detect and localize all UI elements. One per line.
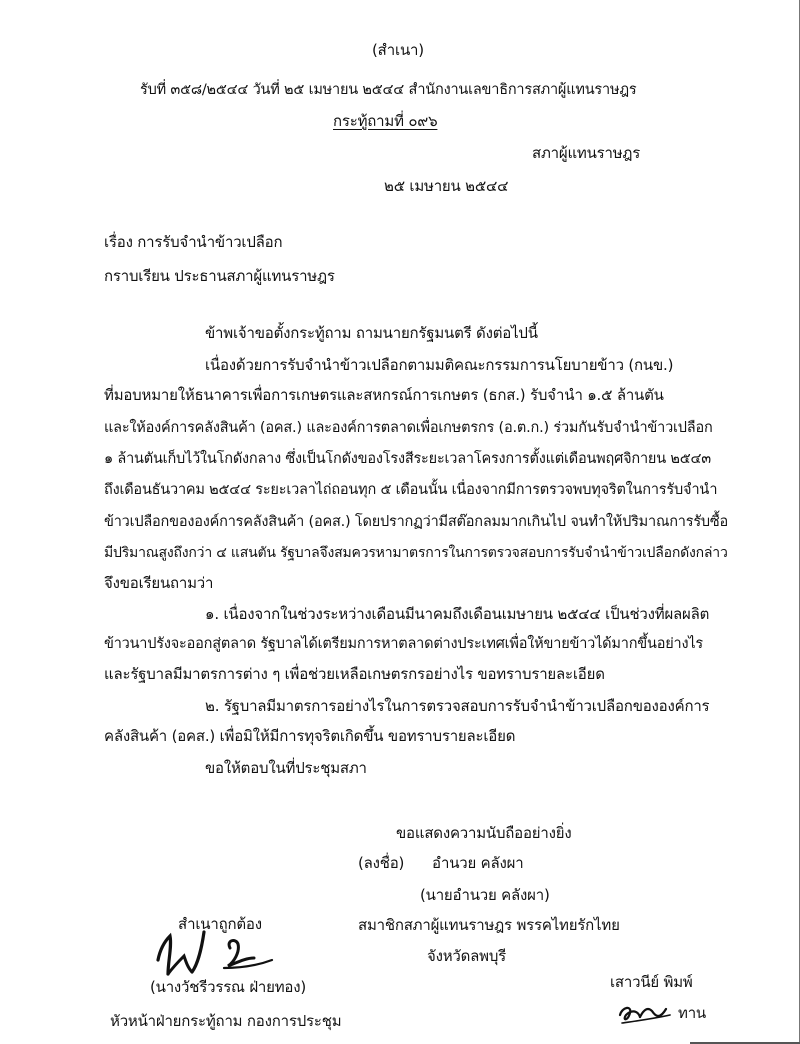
member-province: จังหวัดลพบุรี xyxy=(427,947,507,965)
copy-label: (สำเนา) xyxy=(372,41,424,59)
certifier-signature xyxy=(150,922,290,982)
body-line: และให้องค์การคลังสินค้า (อคส.) และองค์การตลาดเพื่อเกษตรกร (อ.ต.ก.) ร่วมกันรับจำนำข้าวเปลือก xyxy=(104,420,713,436)
body-line: ข้าพเจ้าขอตั้งกระทู้ถาม ถามนายกรัฐมนตรี ดังต่อไปนี้ xyxy=(205,324,538,342)
checker-label: ทาน xyxy=(678,1004,706,1022)
answer-request: ขอให้ตอบในที่ประชุมสภา xyxy=(205,759,367,777)
signed-label: (ลงชื่อ) xyxy=(358,854,405,872)
question-number: กระทู้ถามที่ ๐๙๖ xyxy=(333,112,438,130)
receipt-line: รับที่ ๓๕๘/๒๕๔๔ วันที่ ๒๕ เมษายน ๒๕๔๔ สำนักงานเลขาธิการสภาผู้แทนราษฎร xyxy=(140,82,637,98)
body-line: ข้าวนาปรังจะออกสู่ตลาด รัฐบาลได้เตรียมการหาตลาดต่างประเทศเพื่อให้ขายข้าวได้มากขึ้นอย่างไร xyxy=(104,636,704,652)
subject-line: เรื่อง การรับจำนำข้าวเปลือก xyxy=(104,233,283,251)
addressee-line: กราบเรียน ประธานสภาผู้แทนราษฎร xyxy=(104,267,335,285)
printed-name: (นายอำนวย คลังผา) xyxy=(420,886,550,904)
question-item-2: ๒. รัฐบาลมีมาตรการอย่างไรในการตรวจสอบการรับจำนำข้าวเปลือกขององค์การ xyxy=(205,697,710,715)
member-position: สมาชิกสภาผู้แทนราษฎร พรรคไทยรักไทย xyxy=(358,916,620,934)
body-line: คลังสินค้า (อคส.) เพื่อมิให้มีการทุจริตเกิดขึ้น ขอทราบรายละเอียด xyxy=(104,727,516,745)
typist-name: เสาวนีย์ พิมพ์ xyxy=(610,973,693,991)
body-line: จึงขอเรียนถามว่า xyxy=(104,574,214,592)
body-line: และรัฐบาลมีมาตรการต่าง ๆ เพื่อช่วยเหลือเกษตรกรอย่างไร ขอทราบรายละเอียด xyxy=(104,665,605,683)
body-line: ที่มอบหมายให้ธนาคารเพื่อการเกษตรและสหกรณ์การเกษตร (ธกส.) รับจำนำ ๑.๕ ล้านตัน xyxy=(104,386,664,404)
body-line: มีปริมาณสูงถึงกว่า ๔ แสนตัน รัฐบาลจึงสมควรหามาตรการในการตรวจสอบการรับจำนำข้าวเปลือกดังกล่าว xyxy=(104,545,728,561)
certified-copy-label: สำเนาถูกต้อง xyxy=(178,915,262,933)
body-line: ถึงเดือนธันวาคม ๒๕๔๔ ระยะเวลาไถ่ถอนทุก ๕ เดือนนั้น เนื่องจากมีการตรวจพบทุจริตในการรับจำนำ xyxy=(104,482,718,498)
certifier-position: หัวหน้าฝ่ายกระทู้ถาม กองการประชุม xyxy=(110,1012,342,1030)
body-line: เนื่องด้วยการรับจำนำข้าวเปลือกตามมติคณะกรรมการนโยบายข้าว (กนข.) xyxy=(205,356,674,374)
document-date: ๒๕ เมษายน ๒๕๔๔ xyxy=(384,177,509,195)
body-line: ๑ ล้านตันเก็บไว้ในโกดังกลาง ซึ่งเป็นโกดังของโรงสีระยะเวลาโครงการตั้งแต่เดือนพฤศจิกายน ๒๕๔๓ xyxy=(104,451,711,467)
respect-line: ขอแสดงความนับถืออย่างยิ่ง xyxy=(396,824,572,842)
body-line: ข้าวเปลือกขององค์การคลังสินค้า (อคส.) โดยปรากฏว่ามีสต๊อกลมมากเกินไป จนทำให้ปริมาณการรับซื้อ xyxy=(104,514,729,530)
signed-name: อำนวย คลังผา xyxy=(432,854,524,872)
checker-initials xyxy=(616,997,676,1027)
office-name: สภาผู้แทนราษฎร xyxy=(532,144,641,162)
certifier-name: (นางวัชรีวรรณ ฝ่ายทอง) xyxy=(150,978,307,996)
question-item-1: ๑. เนื่องจากในช่วงระหว่างเดือนมีนาคมถึงเดือนเมษายน ๒๕๔๔ เป็นช่วงที่ผลผลิต xyxy=(205,605,710,623)
